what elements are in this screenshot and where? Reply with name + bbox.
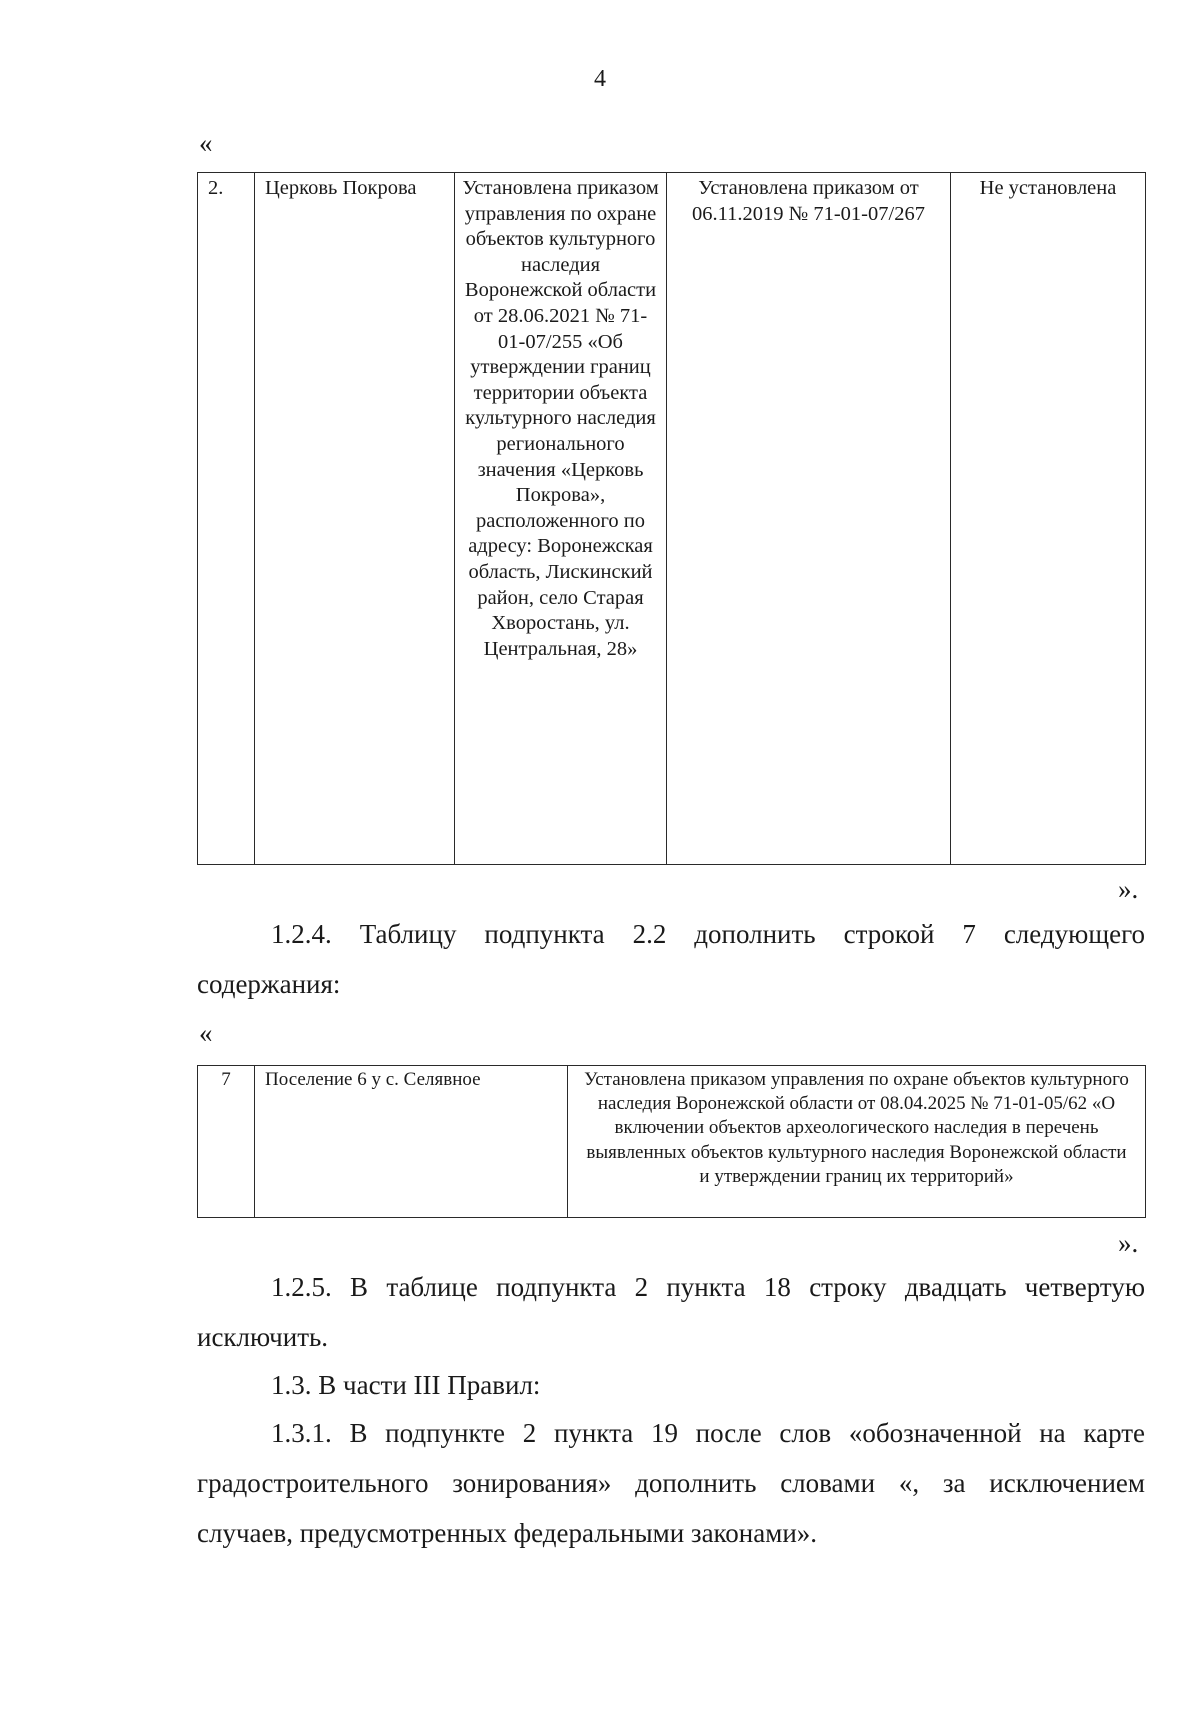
closing-quote-2: ». [1118, 1228, 1139, 1258]
row-number-cell: 2. [198, 173, 255, 865]
object-name-cell: Поселение 6 у с. Селявное [255, 1066, 568, 1218]
table-row [198, 1066, 1146, 1218]
object-name-cell: Церковь Покрова [255, 173, 455, 865]
archaeological-object-table [197, 1065, 1146, 1218]
territory-boundary-cell: Установлена приказом управления по охране объектов культурного наследия Воронежской области от 08.04.2025 № 71-01-05/62 «О включении объектов археологического наследия в перечень выявленных объектов культурного наследия Воронежской области и утверждении границ их территорий» [568, 1066, 1146, 1218]
other-zone-cell: Не установлена [951, 173, 1146, 865]
paragraph-1-3: 1.3. В части III Правил: [271, 1370, 541, 1400]
opening-quote-2: « [199, 1018, 213, 1048]
closing-quote-1: ». [1118, 874, 1139, 904]
page-number: 4 [594, 66, 606, 92]
paragraph-1-2-4: 1.2.4. Таблицу подпункта 2.2 дополнить строкой 7 следующего содержания: [197, 919, 1145, 999]
table-row [198, 173, 1146, 865]
heritage-object-table [197, 172, 1146, 865]
territory-boundary-cell: Установлена приказом управления по охране объектов культурного наследия Воронежской области от 28.06.2021 № 71-01-07/255 «Об утверждении границ территории объекта культурного наследия регионального значения «Церковь Покрова», расположенного по адресу: Воронежская область, Лискинский район, село Старая Хворостань, ул. Центральная, 28» [455, 173, 667, 865]
protection-zone-cell: Установлена приказом от 06.11.2019 № 71-01-07/267 [667, 173, 951, 865]
row-number-cell: 7 [198, 1066, 255, 1218]
paragraph-1-2-5: 1.2.5. В таблице подпункта 2 пункта 18 строку двадцать четвертую исключить. [197, 1272, 1145, 1352]
paragraph-1-3-1: 1.3.1. В подпункте 2 пункта 19 после слов «обозначенной на карте градостроительного зонирования» дополнить словами «, за исключением случаев, предусмотренных федеральными законами». [197, 1418, 1145, 1548]
opening-quote-1: « [199, 128, 213, 158]
